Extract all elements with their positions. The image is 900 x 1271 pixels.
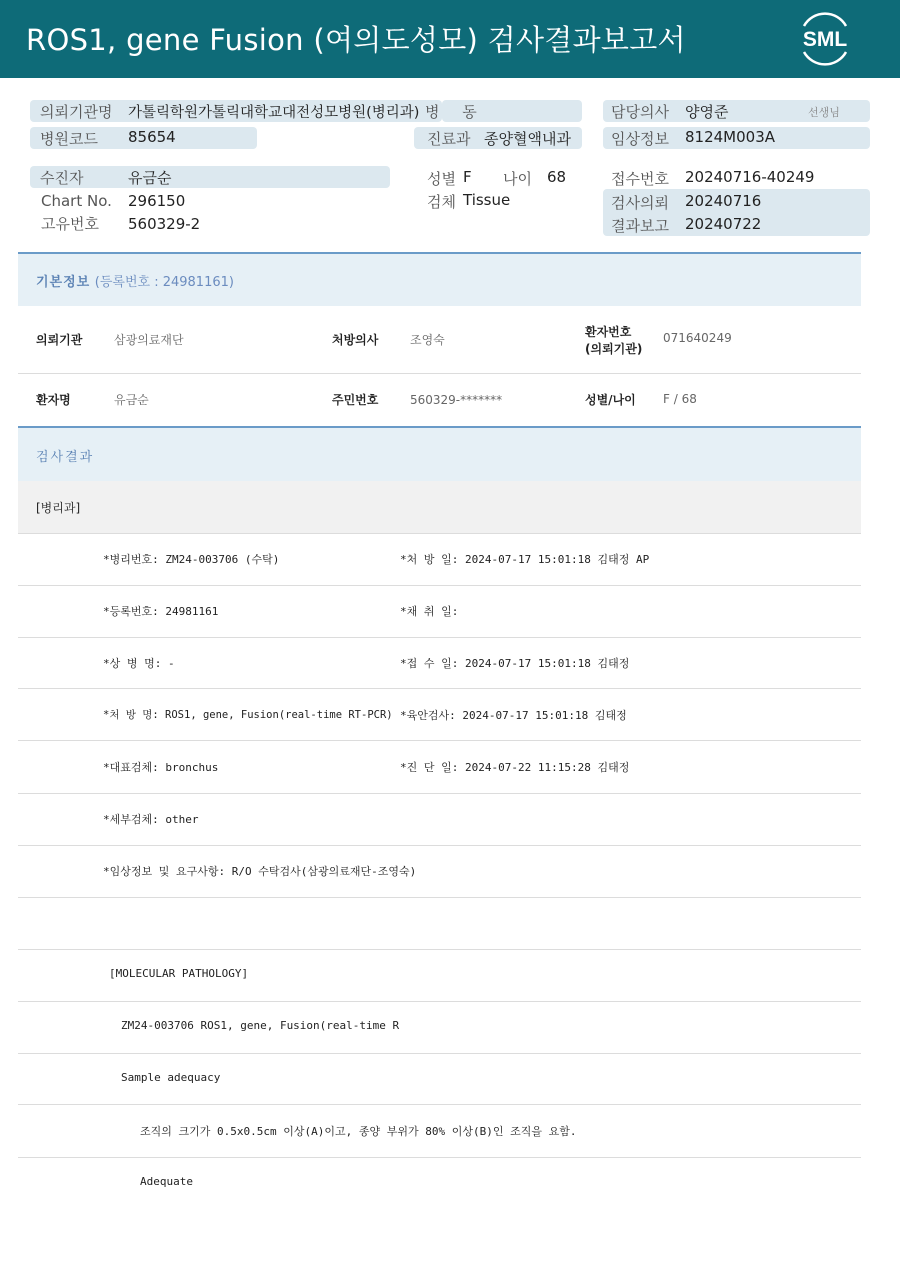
row-divider xyxy=(18,793,861,794)
result-line: *처 방 명: ROS1, gene, Fusion(real-time RT-PCR) xyxy=(103,709,393,721)
request-label: 검사의뢰 xyxy=(611,194,669,212)
sex-age-value: F / 68 xyxy=(663,392,697,406)
row-divider xyxy=(18,740,861,741)
row-divider xyxy=(18,373,861,374)
patient-no-key-sub: (의뢰기관) xyxy=(585,342,643,356)
result-line: *접 수 일: 2024-07-17 15:01:18 김태정 xyxy=(400,657,630,670)
clinical-label: 임상정보 xyxy=(611,130,669,148)
result-line: 조직의 크기가 0.5x0.5cm 이상(A)이고, 종양 부위가 80% 이상(B)인 조직을 요함. xyxy=(140,1125,577,1138)
patient-name-key: 환자명 xyxy=(36,393,71,407)
result-line: *임상정보 및 요구사항: R/O 수탁검사(삼광의료재단-조영숙) xyxy=(103,865,417,878)
row-divider xyxy=(18,1053,861,1054)
patient-name-value: 유금순 xyxy=(114,393,149,407)
result-line: *육안검사: 2024-07-17 15:01:18 김태정 xyxy=(400,709,627,722)
row-divider xyxy=(18,637,861,638)
prescriber-key: 처방의사 xyxy=(332,333,379,347)
basic-info-title-text: 기본정보 xyxy=(36,275,91,290)
sex-value: F xyxy=(463,168,472,186)
sex-age-key: 성별/나이 xyxy=(585,393,636,407)
age-label: 나이 xyxy=(503,170,532,188)
result-line: *대표검체: bronchus xyxy=(103,761,219,774)
result-line: Adequate xyxy=(140,1175,193,1188)
report-label: 결과보고 xyxy=(611,217,669,235)
row-divider xyxy=(18,688,861,689)
hospital-code-label: 병원코드 xyxy=(40,130,98,148)
specimen-label: 검체 xyxy=(427,193,456,211)
resident-no-key: 주민번호 xyxy=(332,393,379,407)
receipt-label: 접수번호 xyxy=(611,170,669,188)
institution-value: 가톨릭학원가톨릭대학교대전성모병원(병리과) xyxy=(128,105,420,121)
patient-no-key: 환자번호 xyxy=(585,325,632,339)
row-divider xyxy=(18,1157,861,1158)
row-divider xyxy=(18,1104,861,1105)
dept-value: 종양혈액내과 xyxy=(484,130,571,148)
sml-logo-icon xyxy=(796,12,854,66)
institution-label: 의뢰기관명 xyxy=(40,103,113,121)
requester-key: 의뢰기관 xyxy=(36,333,83,347)
doctor-suffix: 선생님 xyxy=(808,106,840,119)
results-header xyxy=(18,426,861,481)
report-header xyxy=(0,0,900,78)
result-line: [MOLECULAR PATHOLOGY] xyxy=(109,967,249,980)
result-line: *채 취 일: xyxy=(400,605,459,618)
patient-pill xyxy=(30,166,390,188)
chart-label: Chart No. xyxy=(41,192,112,210)
dept-label: 진료과 xyxy=(427,130,471,148)
doctor-value: 양영준 xyxy=(685,103,729,121)
basic-info-reg-no: (등록번호 : 24981161) xyxy=(94,275,234,290)
request-value: 20240716 xyxy=(685,192,762,210)
doctor-label: 담당의사 xyxy=(611,103,669,121)
logo-text: SML xyxy=(802,28,848,51)
row-divider xyxy=(18,949,861,950)
report-value: 20240722 xyxy=(685,215,762,233)
uid-value: 560329-2 xyxy=(128,215,201,233)
uid-label: 고유번호 xyxy=(41,215,99,233)
resident-no-value: 560329-******* xyxy=(410,393,503,407)
row-divider xyxy=(18,1001,861,1002)
sex-label: 성별 xyxy=(427,170,456,188)
clinical-value: 8124M003A xyxy=(685,128,776,146)
patient-no-value: 071640249 xyxy=(663,331,732,345)
result-line: *진 단 일: 2024-07-22 11:15:28 김태정 xyxy=(400,761,630,774)
result-line: *등록번호: 24981161 xyxy=(103,605,219,618)
results-title: 검사결과 xyxy=(36,450,95,465)
hospital-code-value: 85654 xyxy=(128,128,176,146)
row-divider xyxy=(18,585,861,586)
ward-label: 병 동 xyxy=(425,103,477,121)
requester-value: 삼광의료재단 xyxy=(114,333,184,347)
age-value: 68 xyxy=(547,168,567,186)
patient-value: 유금순 xyxy=(128,169,172,187)
result-line: *처 방 일: 2024-07-17 15:01:18 김태정 AP xyxy=(400,553,650,566)
row-divider xyxy=(18,845,861,846)
receipt-value: 20240716-40249 xyxy=(685,168,815,186)
basic-info-title xyxy=(36,271,234,290)
patient-label: 수진자 xyxy=(40,169,84,187)
prescriber-value: 조영숙 xyxy=(410,333,445,347)
specimen-value: Tissue xyxy=(463,191,511,209)
result-line: Sample adequacy xyxy=(121,1071,221,1084)
dept-band xyxy=(18,481,861,533)
result-line: *세부검체: other xyxy=(103,813,199,826)
report-title: ROS1, gene Fusion (여의도성모) 검사결과보고서 xyxy=(26,23,686,57)
row-divider xyxy=(18,897,861,898)
row-divider xyxy=(18,533,861,534)
result-line: ZM24-003706 ROS1, gene, Fusion(real-time R xyxy=(121,1019,400,1032)
result-line: *상 병 명: - xyxy=(103,657,175,670)
dept-label-text: [병리과] xyxy=(36,501,81,515)
chart-value: 296150 xyxy=(128,192,186,210)
result-line: *병리번호: ZM24-003706 (수탁) xyxy=(103,553,280,566)
